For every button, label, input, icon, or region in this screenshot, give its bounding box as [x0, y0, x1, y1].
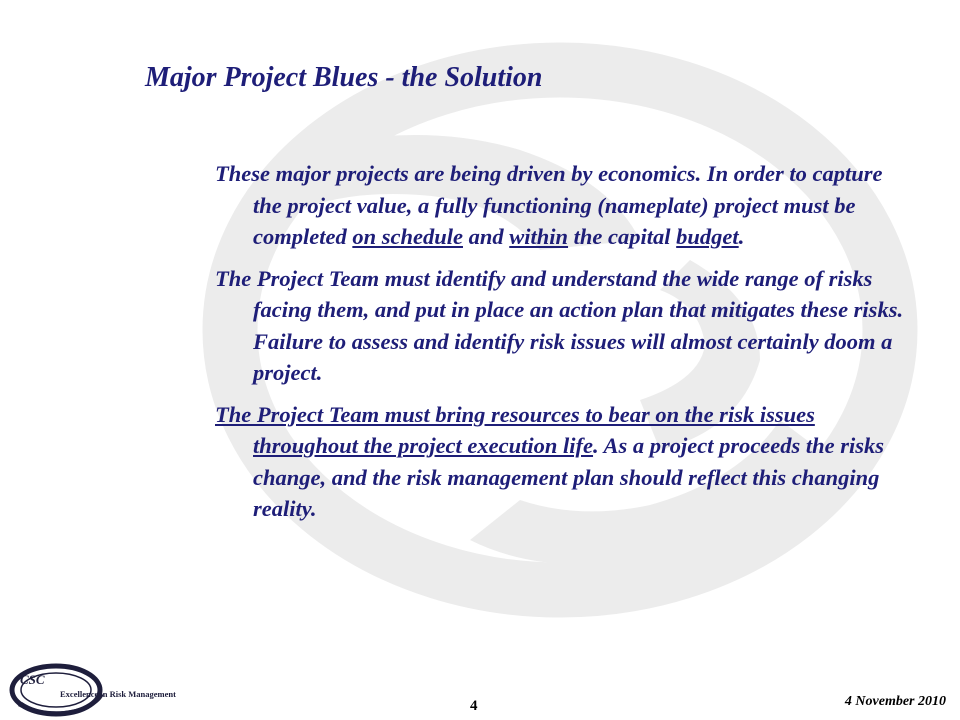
tagline: Excellence in Risk Management [60, 689, 176, 699]
paragraph-1 [215, 158, 905, 253]
page-number: 4 [470, 698, 478, 714]
text-segment: These major projects are being driven by economics. In order to capture the project value, a fully functioning (nameplate) project must be completed [215, 161, 883, 249]
text-segment: The Project Team must identify and understand the wide range of risks facing them, and put in place an action plan that mitigates these risks. Failure to assess and identify risk issues will almost certainly doom a project. [215, 265, 904, 385]
paragraph-3 [215, 399, 905, 525]
underlined-text: The Project Team must bring resources to bear on the risk issues throughout the project execution life [215, 401, 815, 458]
csc-logo-icon [4, 658, 114, 718]
slide-title: Major Project Blues - the Solution [145, 62, 543, 93]
date: 4 November 2010 [844, 694, 946, 709]
underlined-text: budget [676, 224, 739, 249]
text-segment: . As a project proceeds the risks change, and the risk management plan should reflect this changing reality. [253, 433, 885, 521]
text-segment: . [738, 224, 745, 249]
slide-body [215, 158, 905, 535]
underlined-text: within [509, 224, 569, 249]
paragraph-2 [215, 263, 905, 389]
text-segment: the capital [568, 224, 677, 249]
logo-text: CSC [20, 672, 45, 687]
underlined-text: on schedule [352, 224, 463, 249]
text-segment: and [462, 224, 510, 249]
